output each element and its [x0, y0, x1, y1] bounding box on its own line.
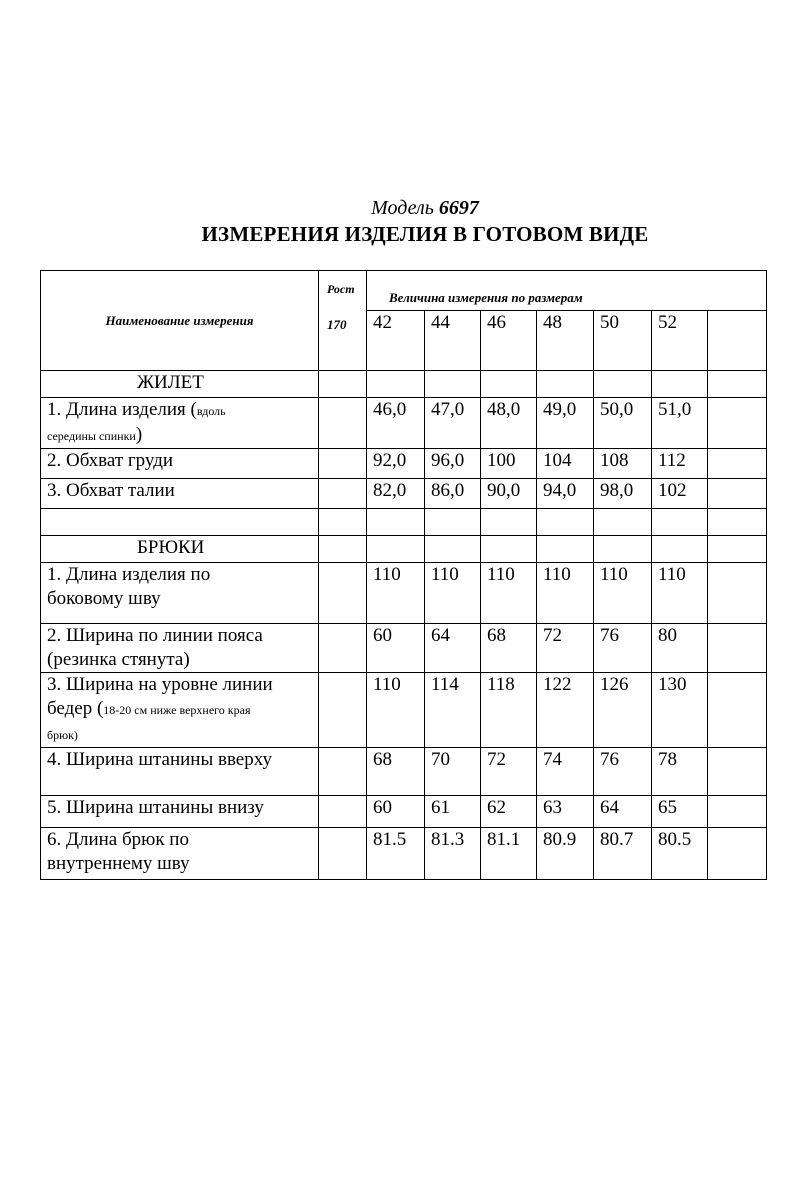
value-cell: 81.3: [425, 828, 481, 880]
section-title-vest: ЖИЛЕТ: [41, 371, 319, 398]
value-cell: 64: [425, 624, 481, 673]
size-cell: 44: [425, 311, 481, 371]
size-cell: 50: [594, 311, 652, 371]
value-cell: 51,0: [652, 398, 708, 449]
row-label: 2. Обхват груди: [41, 449, 319, 479]
value-cell: 104: [537, 449, 594, 479]
header-row: [41, 271, 767, 311]
value-cell: 80.9: [537, 828, 594, 880]
value-cell: 74: [537, 748, 594, 796]
table-row: [41, 828, 767, 880]
table-row: [41, 673, 767, 748]
value-cell: 49,0: [537, 398, 594, 449]
col-sizes-header: Величина измерения по размерам: [367, 271, 767, 311]
rost-label: Рост: [327, 282, 355, 296]
table-row: [41, 748, 767, 796]
value-cell: 130: [652, 673, 708, 748]
value-cell: 86,0: [425, 479, 481, 509]
value-cell: 68: [481, 624, 537, 673]
value-cell: 110: [425, 563, 481, 624]
value-cell: 114: [425, 673, 481, 748]
table-row: [41, 449, 767, 479]
value-cell: 80.5: [652, 828, 708, 880]
value-cell: 80.7: [594, 828, 652, 880]
table-row: [41, 624, 767, 673]
value-cell: 72: [481, 748, 537, 796]
value-cell: 126: [594, 673, 652, 748]
value-cell: 112: [652, 449, 708, 479]
value-cell: 98,0: [594, 479, 652, 509]
value-cell: 76: [594, 748, 652, 796]
value-cell: 90,0: [481, 479, 537, 509]
table-row: [41, 563, 767, 624]
value-cell: 61: [425, 796, 481, 828]
value-cell: 47,0: [425, 398, 481, 449]
value-cell: 110: [367, 563, 425, 624]
size-cell: 46: [481, 311, 537, 371]
row-label: 1. Длина изделия (вдоль середины спинки): [41, 398, 319, 449]
table-row: [41, 796, 767, 828]
table-row: [41, 398, 767, 449]
model-line: [0, 197, 800, 220]
rost-value: 170: [327, 317, 347, 332]
section-row-vest: [41, 371, 767, 398]
value-cell: 92,0: [367, 449, 425, 479]
value-cell: 62: [481, 796, 537, 828]
value-cell: 60: [367, 796, 425, 828]
value-cell: 81.1: [481, 828, 537, 880]
value-cell: 94,0: [537, 479, 594, 509]
value-cell: 50,0: [594, 398, 652, 449]
value-cell: 110: [594, 563, 652, 624]
value-cell: 80: [652, 624, 708, 673]
value-cell: 122: [537, 673, 594, 748]
value-cell: 110: [537, 563, 594, 624]
row-label: 6. Длина брюк по внутреннему шву: [41, 828, 319, 880]
col-rost-header: [319, 271, 367, 371]
value-cell: 64: [594, 796, 652, 828]
model-number: 6697: [438, 197, 479, 219]
section-title-pants: БРЮКИ: [41, 536, 319, 563]
value-cell: 60: [367, 624, 425, 673]
row-label: 3. Ширина на уровне линии бедер (18-20 см ниже верхнего края брюк): [41, 673, 319, 748]
value-cell: 100: [481, 449, 537, 479]
col-name-header: Наименование измерения: [41, 271, 319, 371]
value-cell: 65: [652, 796, 708, 828]
model-label: Модель: [371, 197, 434, 219]
size-cell: 48: [537, 311, 594, 371]
row-label: 4. Ширина штанины вверху: [41, 748, 319, 796]
row-label: 2. Ширина по линии пояса (резинка стянута): [41, 624, 319, 673]
value-cell: 78: [652, 748, 708, 796]
page-title: ИЗМЕРЕНИЯ ИЗДЕЛИЯ В ГОТОВОМ ВИДЕ: [201, 222, 649, 246]
value-cell: 46,0: [367, 398, 425, 449]
value-cell: 110: [367, 673, 425, 748]
row-label: 1. Длина изделия по боковому шву: [41, 563, 319, 624]
value-cell: 96,0: [425, 449, 481, 479]
size-cell: 42: [367, 311, 425, 371]
size-cell-empty: [708, 311, 767, 371]
row-label: 3. Обхват талии: [41, 479, 319, 509]
empty-row: [41, 509, 767, 536]
value-cell: 108: [594, 449, 652, 479]
table-row: [41, 479, 767, 509]
value-cell: 102: [652, 479, 708, 509]
value-cell: 82,0: [367, 479, 425, 509]
value-cell: 81.5: [367, 828, 425, 880]
row-label: 5. Ширина штанины внизу: [41, 796, 319, 828]
value-cell: 72: [537, 624, 594, 673]
value-cell: 110: [481, 563, 537, 624]
measurements-table: [40, 270, 767, 880]
value-cell: 76: [594, 624, 652, 673]
value-cell: 68: [367, 748, 425, 796]
value-cell: 110: [652, 563, 708, 624]
value-cell: 63: [537, 796, 594, 828]
size-cell: 52: [652, 311, 708, 371]
value-cell: 70: [425, 748, 481, 796]
section-row-pants: [41, 536, 767, 563]
value-cell: 118: [481, 673, 537, 748]
value-cell: 48,0: [481, 398, 537, 449]
